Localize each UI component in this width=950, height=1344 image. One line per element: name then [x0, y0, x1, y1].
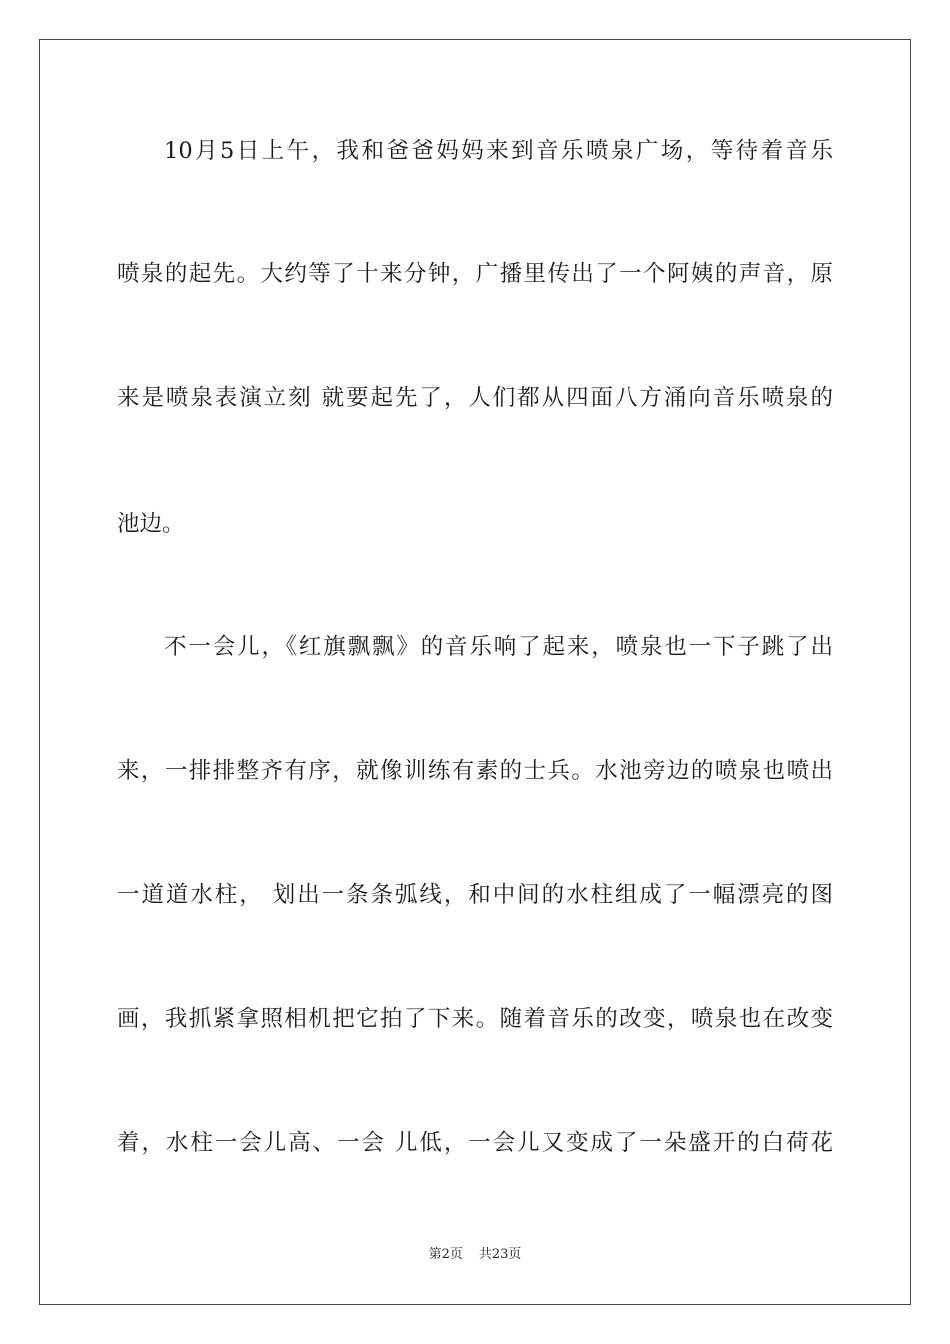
paragraph-1-line-1: 10月5日上午，我和爸爸妈妈来到音乐喷泉广场，等待着音乐 [164, 138, 833, 164]
paragraph-1-line-2: 喷泉的起先。大约等了十来分钟，广播里传出了一个阿姨的声音，原 [117, 261, 833, 287]
page-total: 共23页 [478, 1247, 522, 1262]
page-number: 第2页 [428, 1247, 463, 1262]
paragraph-2-line-4: 画，我抓紧拿照相机把它拍了下来。随着音乐的改变，喷泉也在改变 [117, 1006, 833, 1032]
page-footer [0, 1246, 950, 1264]
paragraph-2-line-1: 不一会儿，《红旗飘飘》的音乐响了起来，喷泉也一下子跳了出 [164, 634, 833, 660]
paragraph-2-line-5: 着，水柱一会儿高、一会 儿低，一会儿又变成了一朵盛开的白荷花 [117, 1130, 833, 1156]
paragraph-1-line-4: 池边。 [117, 511, 185, 537]
paragraph-1-line-3: 来是喷泉表演立刻 就要起先了，人们都从四面八方涌向音乐喷泉的 [117, 385, 833, 411]
page-border [39, 39, 911, 1305]
paragraph-2-line-2: 来，一排排整齐有序，就像训练有素的士兵。水池旁边的喷泉也喷出 [117, 758, 833, 784]
paragraph-2-line-3: 一道道水柱， 划出一条条弧线，和中间的水柱组成了一幅漂亮的图 [117, 882, 833, 908]
